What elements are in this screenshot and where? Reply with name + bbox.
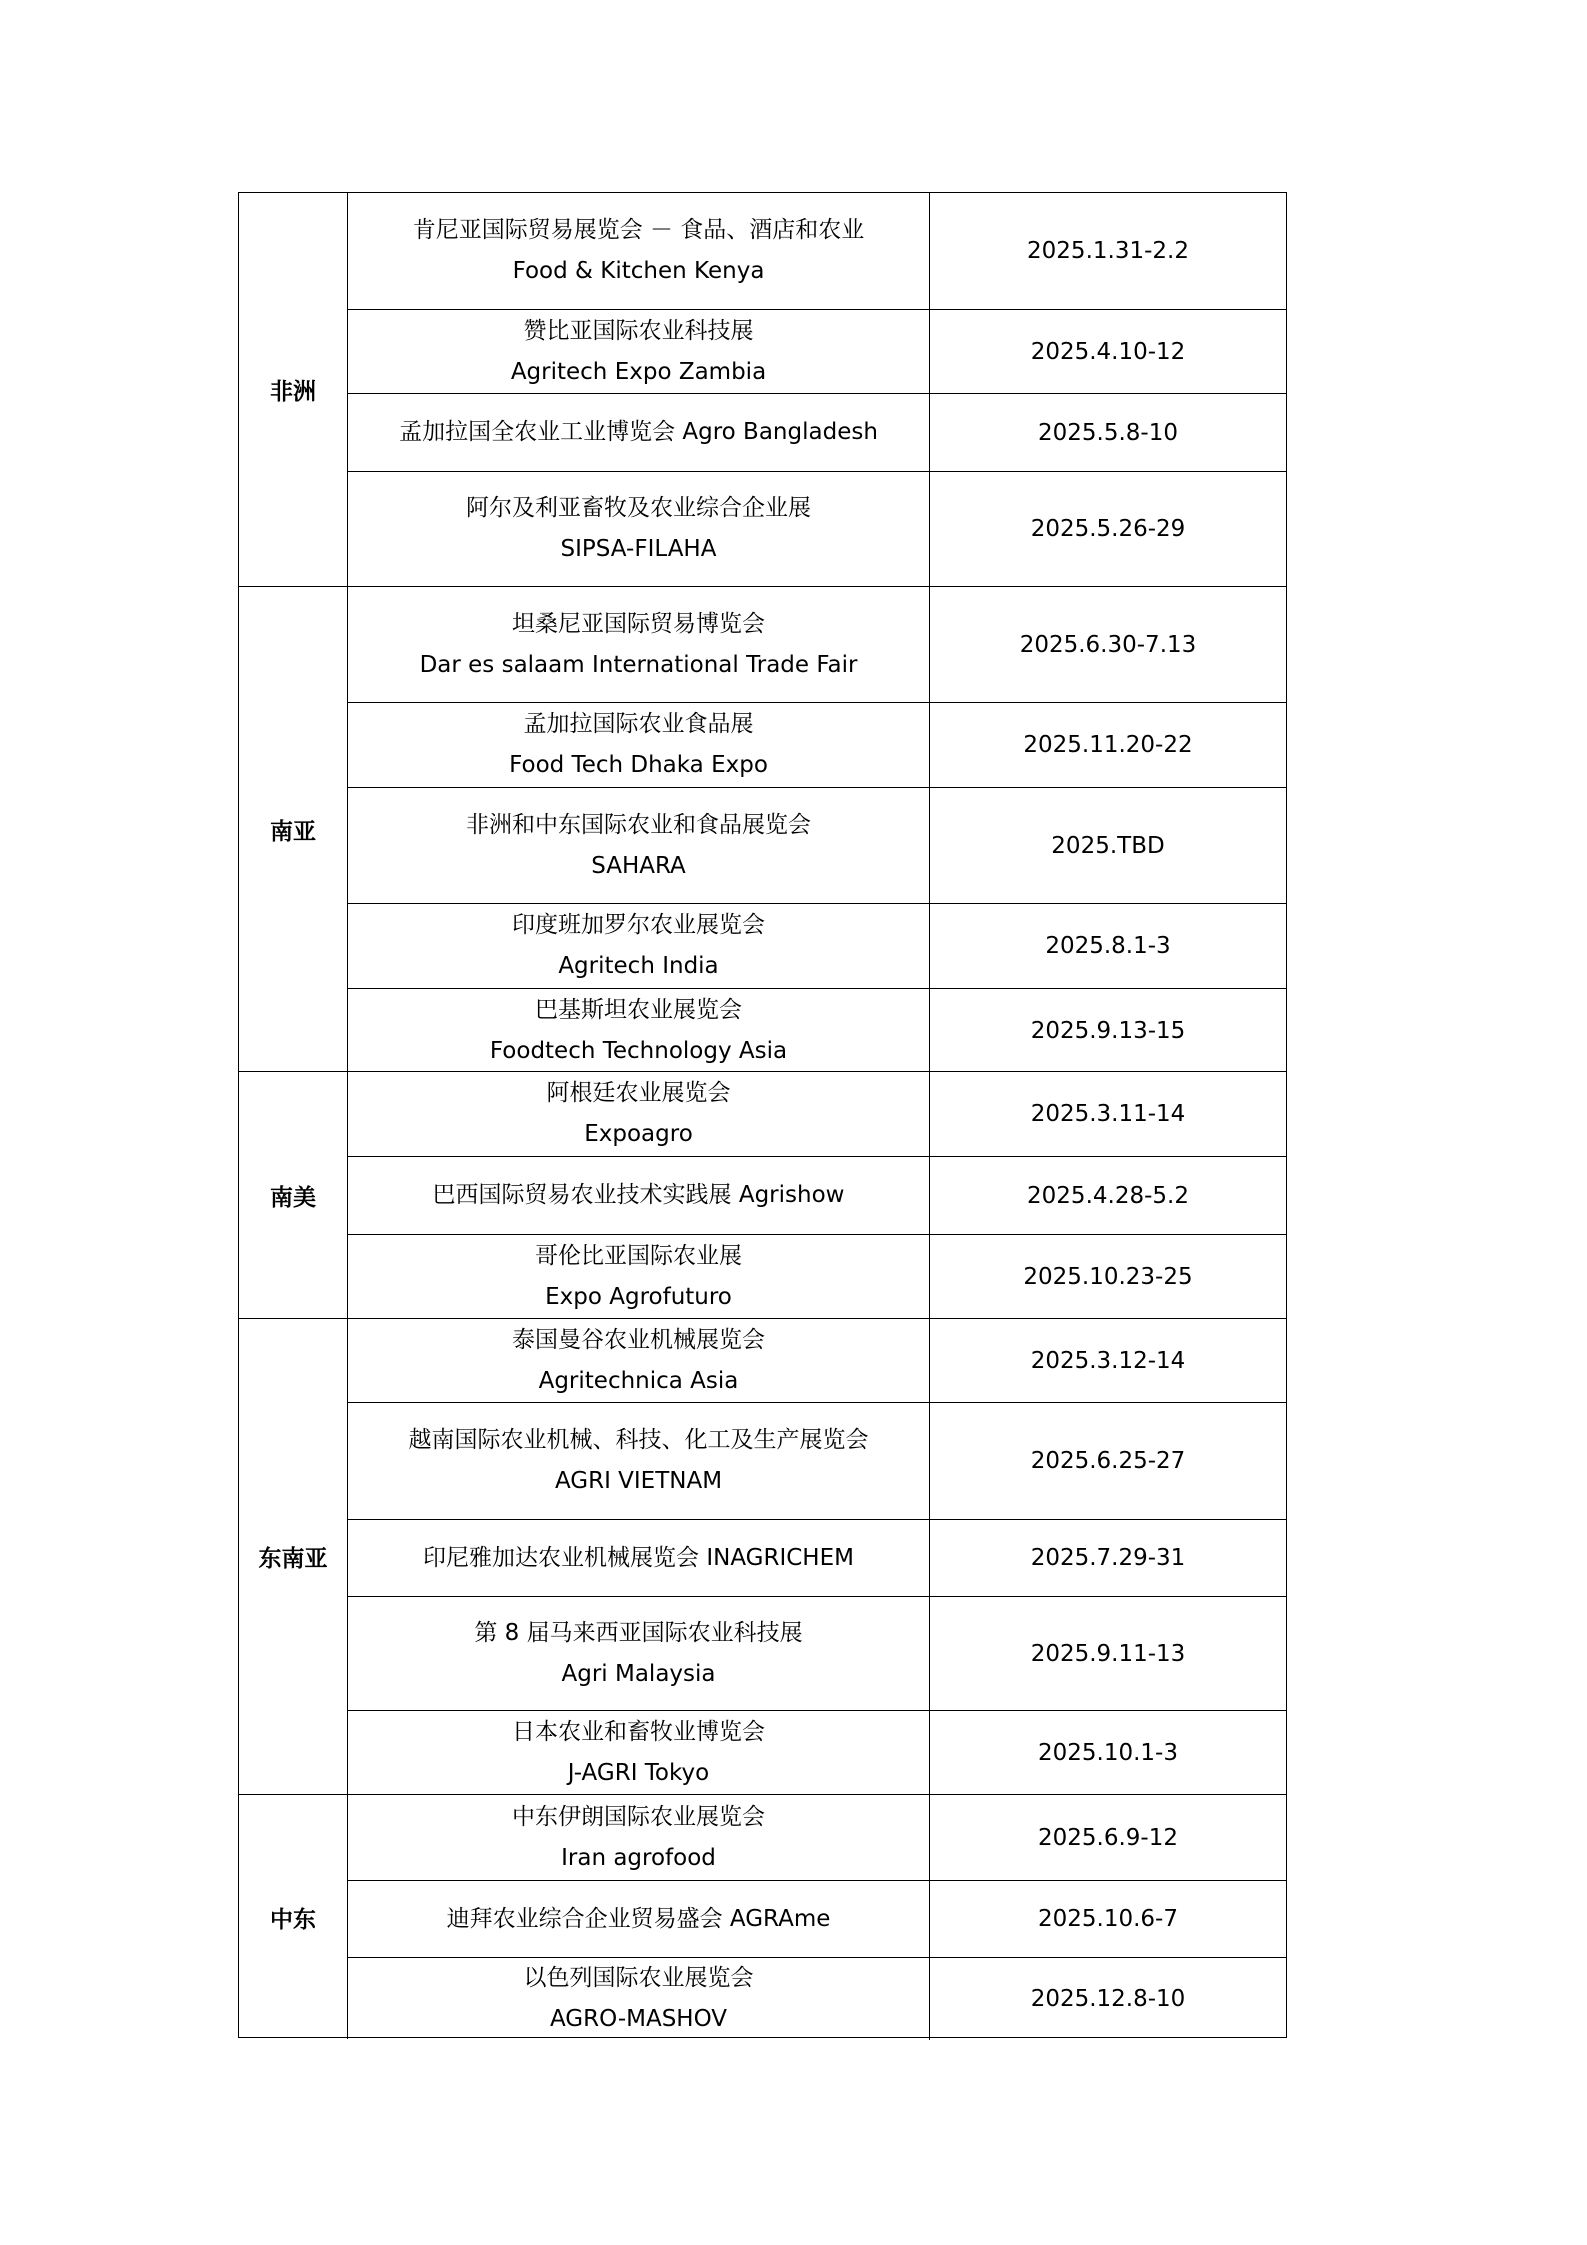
exhibition-date: 2025.4.10-12 — [1030, 338, 1186, 365]
exhibition-date: 2025.7.29-31 — [1030, 1545, 1186, 1571]
exhibition-name-en: Expo Agrofuturo — [545, 1284, 732, 1310]
exhibition-name-en: AGRI VIETNAM — [554, 1468, 723, 1494]
exhibition-date: 2025.1.31-2.2 — [1027, 238, 1189, 264]
exhibition-date: 2025.10.6-7 — [1038, 1906, 1178, 1932]
exhibition-date: 2025.12.8-10 — [1030, 1986, 1186, 2012]
exhibition-name-cell — [348, 1597, 930, 1710]
table-row — [348, 1880, 1286, 1957]
table-row — [348, 1072, 1286, 1156]
table-row — [348, 471, 1286, 586]
exhibition-date: 2025.4.28-5.2 — [1027, 1182, 1189, 1209]
table-row — [348, 903, 1286, 988]
exhibition-name-cn: 以色列国际农业展览会 — [523, 1965, 754, 1991]
exhibition-name-cn: 肯尼亚国际贸易展览会 － 食品、酒店和农业 — [412, 217, 865, 243]
table-row — [348, 1596, 1286, 1710]
exhibition-name-en: SIPSA-FILAHA — [560, 536, 717, 562]
exhibition-name-cn: 第 8 届马来西亚国际农业科技展 — [474, 1619, 803, 1646]
region-label: 东南亚 — [239, 1319, 348, 1794]
exhibition-name-en: Agritech Expo Zambia — [510, 358, 767, 385]
exhibition-name-en: Dar es salaam International Trade Fair — [419, 651, 858, 678]
region-label: 南亚 — [239, 587, 348, 1071]
exhibition-name-en: Agri Malaysia — [561, 1660, 716, 1687]
table-row — [348, 1710, 1286, 1795]
exhibition-name-cell — [348, 788, 930, 903]
exhibition-date: 2025.6.25-27 — [1030, 1448, 1186, 1474]
table-row — [348, 1795, 1286, 1880]
exhibition-name-en: Foodtech Technology Asia — [489, 1037, 788, 1064]
exhibition-name-en: Agritech India — [558, 953, 719, 979]
exhibition-name-cn: 哥伦比亚国际农业展 — [535, 1243, 742, 1269]
table-row — [348, 1319, 1286, 1402]
exhibition-name-cell — [348, 472, 930, 586]
exhibition-name-en: Agritechnica Asia — [538, 1367, 739, 1394]
exhibition-name-en: Iran agrofood — [561, 1844, 716, 1871]
exhibition-date: 2025.11.20-22 — [1023, 732, 1193, 758]
exhibition-date: 2025.5.8-10 — [1038, 419, 1178, 446]
exhibition-date: 2025.TBD — [1051, 832, 1165, 859]
exhibition-name-cn: 泰国曼谷农业机械展览会 — [512, 1326, 765, 1353]
exhibition-date: 2025.10.1-3 — [1038, 1740, 1178, 1766]
exhibition-name-cell — [348, 703, 930, 787]
exhibition-name-cell — [348, 1319, 930, 1402]
exhibition-name-cell — [348, 1795, 930, 1880]
exhibition-name-cn: 赞比亚国际农业科技展 — [523, 317, 754, 344]
exhibition-name-cn: 日本农业和畜牧业博览会 — [512, 1719, 765, 1745]
exhibition-name-cn: 巴基斯坦农业展览会 — [535, 996, 742, 1023]
exhibition-date: 2025.5.26-29 — [1030, 516, 1186, 542]
table-row — [348, 988, 1286, 1072]
exhibition-name-en: AGRO-MASHOV — [549, 2006, 728, 2032]
exhibition-name-cn: 中东伊朗国际农业展览会 — [512, 1803, 765, 1830]
exhibition-name-cn: 阿尔及利亚畜牧及农业综合企业展 — [466, 495, 811, 521]
region-group-southeast-asia — [239, 1318, 1286, 1794]
exhibition-name-cell — [348, 1520, 930, 1596]
region-group-south-asia — [239, 586, 1286, 1071]
exhibition-name-cell — [348, 1881, 930, 1957]
table-row — [348, 1402, 1286, 1519]
table-row — [348, 702, 1286, 787]
exhibition-name-cn: 孟加拉国全农业工业博览会 Agro Bangladesh — [399, 419, 878, 445]
exhibition-date: 2025.10.23-25 — [1023, 1264, 1193, 1290]
exhibition-name-en: Food & Kitchen Kenya — [512, 258, 765, 284]
region-label: 非洲 — [239, 193, 348, 586]
exhibition-name-cell — [348, 1958, 930, 2040]
exhibition-date: 2025.6.9-12 — [1038, 1824, 1178, 1851]
table-row — [348, 587, 1286, 702]
table-row — [348, 787, 1286, 903]
exhibition-name-cell — [348, 1157, 930, 1234]
exhibition-name-cn: 阿根廷农业展览会 — [546, 1080, 731, 1106]
exhibition-name-cn: 印尼雅加达农业机械展览会 INAGRICHEM — [423, 1544, 854, 1571]
region-group-middle-east — [239, 1794, 1286, 2039]
exhibition-name-cell — [348, 1711, 930, 1795]
region-group-africa — [239, 193, 1286, 586]
exhibition-name-cn: 坦桑尼亚国际贸易博览会 — [512, 610, 765, 637]
exhibition-date: 2025.8.1-3 — [1045, 933, 1171, 959]
table-row — [348, 309, 1286, 393]
table-row — [348, 193, 1286, 309]
exhibition-table — [238, 192, 1287, 2038]
exhibition-name-cn: 印度班加罗尔农业展览会 — [512, 912, 765, 938]
exhibition-date: 2025.3.12-14 — [1030, 1347, 1186, 1374]
exhibition-name-cell — [348, 587, 930, 702]
table-row — [348, 1957, 1286, 2040]
exhibition-name-en: SAHARA — [591, 852, 686, 879]
table-row — [348, 1156, 1286, 1234]
exhibition-name-cell — [348, 310, 930, 393]
exhibition-name-en: Food Tech Dhaka Expo — [509, 752, 768, 778]
region-label: 南美 — [239, 1072, 348, 1318]
table-row — [348, 1234, 1286, 1319]
exhibition-date: 2025.9.11-13 — [1030, 1640, 1186, 1667]
exhibition-date: 2025.6.30-7.13 — [1019, 631, 1197, 658]
exhibition-name-cell — [348, 193, 930, 309]
exhibition-name-cell — [348, 1235, 930, 1319]
table-row — [348, 393, 1286, 471]
table-row — [348, 1519, 1286, 1596]
region-group-south-america — [239, 1071, 1286, 1318]
exhibition-name-cn: 巴西国际贸易农业技术实践展 Agrishow — [432, 1182, 845, 1208]
region-label: 中东 — [239, 1795, 348, 2039]
exhibition-name-cell — [348, 989, 930, 1072]
exhibition-name-cn: 越南国际农业机械、科技、化工及生产展览会 — [408, 1427, 869, 1453]
exhibition-name-cn: 非洲和中东国际农业和食品展览会 — [466, 811, 811, 838]
exhibition-name-en: Expoagro — [584, 1121, 693, 1147]
exhibition-name-cell — [348, 904, 930, 988]
exhibition-name-cell — [348, 394, 930, 471]
exhibition-date: 2025.3.11-14 — [1030, 1101, 1186, 1127]
exhibition-name-cell — [348, 1403, 930, 1519]
exhibition-name-en: J-AGRI Tokyo — [567, 1760, 710, 1786]
exhibition-date: 2025.9.13-15 — [1030, 1017, 1186, 1044]
exhibition-name-cell — [348, 1072, 930, 1156]
exhibition-name-cn: 迪拜农业综合企业贸易盛会 AGRAme — [446, 1905, 831, 1932]
exhibition-name-cn: 孟加拉国际农业食品展 — [523, 711, 754, 737]
